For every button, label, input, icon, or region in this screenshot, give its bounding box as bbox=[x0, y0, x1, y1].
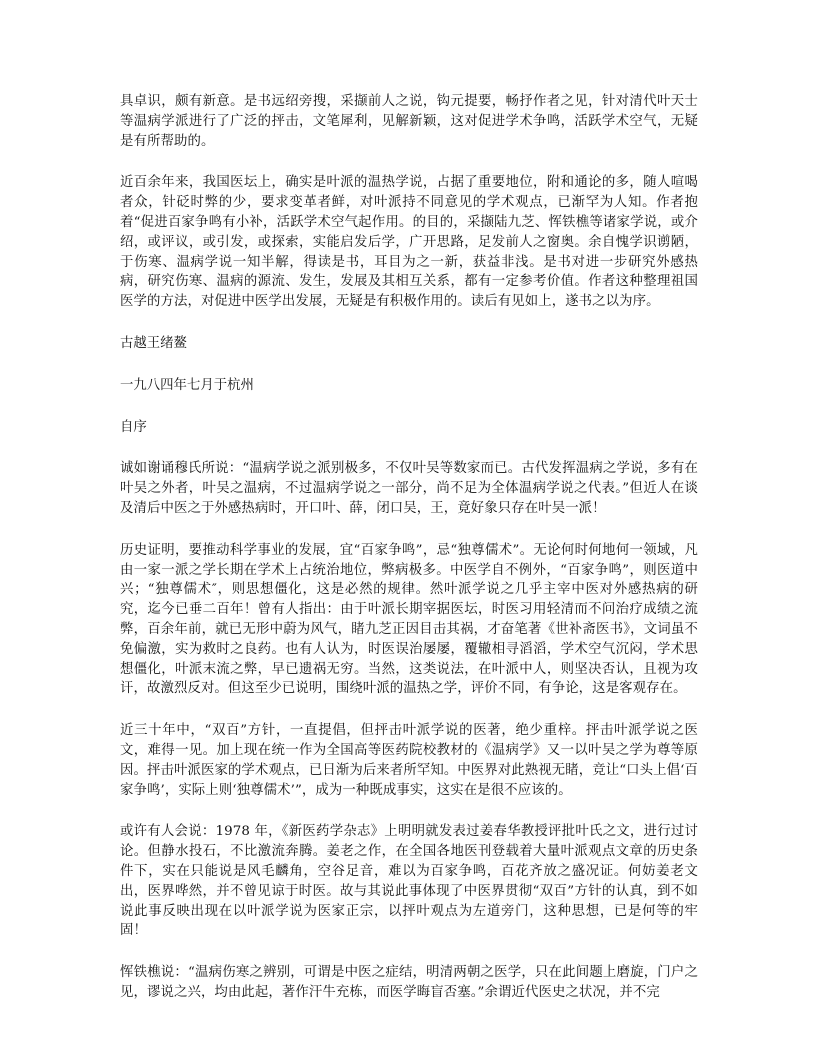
paragraph-1978-discussion: 或许有人会说：1978 年，《新医药学杂志》上明明就发表过姜春华教授评批叶氏之文，进行过讨论。但静水投石，不比激流奔腾。姜老之作，在全国各地医刊登载着大量叶派观点文章的历史条件下，实在只能说是风毛麟角，空谷足音，难以为百家争鸣，百花齐放之盛况证。何妨姜老文出，医界哗然，并不曾见谅于时医。故与其说此事体现了中医界贯彻“双百”方针的认真，到不如说此事反映出现在以叶派学说为医家正宗，以抨叶观点为左道旁门，这种思想，已是何等的牢固！ bbox=[120, 824, 698, 939]
preface-author: 古越王绪鳌 bbox=[120, 335, 187, 351]
document-page bbox=[120, 92, 698, 1025]
paragraph-preface-continuation: 具卓识，颇有新意。是书远绍旁搜，采撷前人之说，钩元提要，畅抒作者之见，针对清代叶天士等温病学派进行了广泛的抨击，文笔犀利，见解新颖，这对促进学术争鸣，活跃学术空气，无疑是有所帮助的。 bbox=[120, 94, 698, 149]
paragraph-history-proof: 历史证明，要推动科学事业的发展，宜“百家争鸣”，忌“独尊儒术”。无论何时何地何一领域，凡由一家一派之学长期在学术上占统治地位，弊病极多。中医学自不例外，“百家争鸣”，则医道中兴；“独尊儒术″，则思想僵化，这是必然的规律。然叶派学说之几乎主宰中医对外感热病的研究，迄今已垂二百年！曾有人指出：由于叶派长期宰据医坛，时医习用轻清而不问治疗成绩之流弊，百余年前，就已无形中蔚为风气，睹九芝正因目击其祸，才奋笔著《世补斋医书》，文词虽不免偏激，实为救时之良药。也有人认为，时医误治屡屡，覆辙相寻滔滔，学术空气沉闷，学术思想僵化，叶派末流之弊，早已遗祸无穷。当然，这类说法，在叶派中人，则坚决否认，且视为攻讦，故激烈反对。但这至少已说明，围绕叶派的温热之学，评价不同，有争论，这是客观存在。 bbox=[120, 542, 698, 697]
paragraph-xie-songmu-quote: 诚如谢诵穆氏所说：“温病学说之派别极多，不仅叶吴等数家而已。古代发挥温病之学说，多有在叶吴之外者，叶吴之温病，不过温病学说之一部分，尚不足为全体温病学说之代表。”但近人在谈及清后中医之于外感热病时，开口叶、薛，闭口吴，王，竟好象只存在叶吴一派！ bbox=[120, 461, 698, 516]
section-heading-self-preface: 自序 bbox=[120, 419, 147, 435]
paragraph-thirty-years: 近三十年中，“双百”方针，一直提倡，但抨击叶派学说的医著，绝少重梓。抨击叶派学说之医文，难得一见。加上现在统一作为全国高等医药院校教材的《温病学》又一以叶吴之学为尊等原因。抨击叶派医家的学术观点，已日渐为后来者所罕知。中医界对此熟视无睹，竞让“口头上倡‘百家争鸣’，实际上则‘独尊儒术’”，成为一种既成事实，这实在是很不应该的。 bbox=[120, 723, 698, 798]
paragraph-preface-main: 近百余年来，我国医坛上，确实是叶派的温热学说，占据了重要地位，附和通论的多，随人喧喝者众，针砭时弊的少，要求变革者鲜，对叶派持不同意见的学术观点，已渐罕为人知。作者抱着“促进百家争鸣有小补，活跃学术空气起作用。的目的，采撷陆九芝、恽铁樵等诸家学说，或介绍，或评议，或引发，或探索，实能启发后学，广开思路，足发前人之窗奥。余自愧学识谫陋，于伤寒、温病学说一知半解，得读是书，耳目为之一新，获益非浅。是书对进一步研究外感热病，研究伤寒、温病的源流、发生，发展及其相互关系，都有一定参考价值。作者这种整理祖国医学的方法，对促进中医学出发展，无疑是有积极作用的。读后有见如上，遂书之以为序。 bbox=[120, 175, 698, 310]
preface-date: 一九八四年七月于杭州 bbox=[120, 377, 254, 393]
paragraph-yun-tieqiao-quote: 恽铁樵说：“温病伤寒之辨别，可谓是中医之症结，明清两朝之医学，只在此间题上磨旋，门户之见，谬说之兴，均由此起，著作汗牛充栋，而医学晦盲否塞。”余谓近代医史之状况，并不完 bbox=[120, 965, 698, 1000]
